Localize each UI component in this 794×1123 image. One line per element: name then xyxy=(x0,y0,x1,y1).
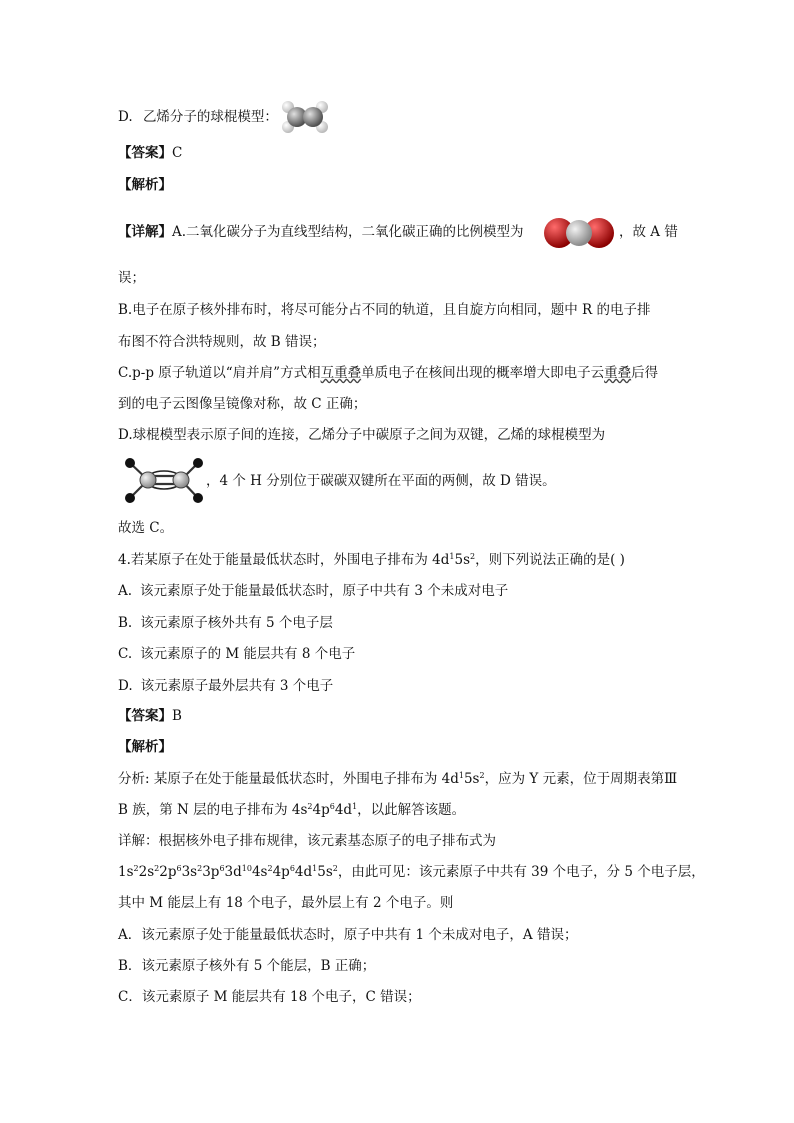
q4-stem-a: 4.若某原子在处于能量最低状态时，外围电子排布为 4d xyxy=(118,552,450,568)
q3-option-d-label: D. xyxy=(118,109,133,125)
q3-detail-b-line1: B.电子在原子核外排布时，将尽可能分占不同的轨道，且自旋方向相同，题中 R 的电子排 xyxy=(118,302,651,318)
analysis-line2-sup3: 1 xyxy=(352,802,358,811)
analysis-line2-sup1: 2 xyxy=(307,802,313,811)
q3-detail-d-line2: ，4 个 H 分别位于碳碳双键所在平面的两侧，故 D 错误。 xyxy=(206,473,556,489)
detail-c-wavy-2: 重叠 xyxy=(604,365,632,381)
option-label: B. xyxy=(118,615,133,631)
analysis-line2-sup2: 6 xyxy=(329,802,335,811)
analysis-line2-b: 4p xyxy=(312,802,330,818)
analysis-line1-b: 5s xyxy=(463,771,480,787)
config-electron-count: 6 xyxy=(219,864,225,873)
analysis-line1-sup2: 2 xyxy=(479,771,485,780)
option-text: 该元素原子核外共有 5 个电子层 xyxy=(140,615,333,631)
q4-stem-sup2: 2 xyxy=(470,552,476,561)
answer-value: C xyxy=(172,145,183,161)
q4-analysis-heading: 【解析】 xyxy=(118,739,172,755)
electron-configuration xyxy=(118,864,338,880)
q3-detail-c-line2: 到的电子云图像呈镜像对称，故 C 正确； xyxy=(118,396,367,412)
co2-space-filling-model-icon xyxy=(543,215,615,251)
detail-c-suffix: 后得 xyxy=(631,365,659,381)
q3-option-d xyxy=(118,107,278,127)
q4-detail-a: A．该元素原子处于能量最低状态时，原子中共有 1 个未成对电子，A 错误； xyxy=(118,927,578,943)
answer-label: 【答案】 xyxy=(118,145,172,161)
analysis-line1-c: ，应为 Y 元素，位于周期表第Ⅲ xyxy=(484,771,678,787)
q4-analysis-line1 xyxy=(118,769,677,789)
detail-label: 【详解】 xyxy=(118,224,172,240)
config-electron-count: 2 xyxy=(332,864,338,873)
option-label: C. xyxy=(118,646,133,662)
config-electron-count: 1 xyxy=(312,864,318,873)
q4-detail-line1: 详解：根据核外电子排布规律，该元素基态原子的电子排布式为 xyxy=(118,833,496,849)
option-label: A. xyxy=(118,583,133,599)
detail-c-wavy-1: 互重叠 xyxy=(320,365,362,381)
config-electron-count: 6 xyxy=(176,864,182,873)
q4-option-d xyxy=(118,676,333,696)
q3-detail-d-line1: D.球棍模型表示原子间的连接，乙烯分子中碳原子之间为双键，乙烯的球棍模型为 xyxy=(118,427,606,443)
config-orbital: 3d xyxy=(224,864,242,880)
config-tail: ，由此可见：该元素原子中共有 39 个电子，分 5 个电子层， xyxy=(337,864,705,880)
analysis-line2-d: ，以此解答该题。 xyxy=(357,802,466,818)
analysis-line1-a: 分析: 某原子在处于能量最低状态时，外围电子排布为 4d xyxy=(118,771,459,787)
config-orbital: 3p xyxy=(202,864,220,880)
q3-conclusion: 故选 C。 xyxy=(118,520,174,536)
config-electron-count: 6 xyxy=(289,864,295,873)
analysis-line2-c: 4d xyxy=(334,802,353,818)
q4-stem-b: 5s xyxy=(454,552,471,568)
q4-answer xyxy=(118,706,182,726)
q3-analysis-heading: 【解析】 xyxy=(118,177,172,193)
q4-option-c xyxy=(118,644,355,664)
config-electron-count: 2 xyxy=(197,864,203,873)
q4-stem-sup1: 1 xyxy=(449,552,455,561)
config-electron-count: 2 xyxy=(267,864,273,873)
detail-c-prefix: C.p-p 原子轨道以“肩并肩”方式相 xyxy=(118,365,321,381)
q4-detail-b: B．该元素原子核外有 5 个能层，B 正确； xyxy=(118,958,376,974)
analysis-line1-sup1: 1 xyxy=(458,771,464,780)
q3-detail-c-line1 xyxy=(118,363,658,383)
q4-option-a xyxy=(118,581,508,601)
q4-stem-c: ，则下列说法正确的是( ) xyxy=(475,552,625,568)
detail-a-text: A.二氧化碳分子为直线型结构，二氧化碳正确的比例模型为 xyxy=(172,224,524,240)
config-orbital: 4d xyxy=(294,864,313,880)
answer-value: B xyxy=(172,708,182,724)
config-electron-count: 2 xyxy=(133,864,139,873)
option-text: 该元素原子的 M 能层共有 8 个电子 xyxy=(140,646,356,662)
q3-option-d-text: 乙烯分子的球棍模型： xyxy=(142,109,278,125)
answer-label: 【答案】 xyxy=(118,708,172,724)
option-text: 该元素原子最外层共有 3 个电子 xyxy=(140,678,334,694)
q4-option-b xyxy=(118,613,333,633)
detail-c-mid: 单质电子在核间出现的概率增大即电子云 xyxy=(361,365,605,381)
q4-detail-c: C．该元素原子 M 能层共有 18 个电子，C 错误； xyxy=(118,989,421,1005)
q3-detail-b-line2: 布图不符合洪特规则，故 B 错误； xyxy=(118,334,326,350)
config-orbital: 5s xyxy=(317,864,333,880)
ethylene-ball-stick-model-icon xyxy=(118,455,208,505)
ethylene-space-filling-model-icon xyxy=(280,99,330,135)
q3-detail-a-tail: ，故 A 错 xyxy=(619,224,678,240)
q3-detail-a-line2: 误； xyxy=(118,270,145,286)
option-label: D. xyxy=(118,678,133,694)
config-electron-count: 2 xyxy=(154,864,160,873)
config-orbital: 2s xyxy=(138,864,155,880)
analysis-line2-a: B 族，第 N 层的电子排布为 4s xyxy=(118,802,308,818)
config-orbital: 3s xyxy=(181,864,198,880)
q4-detail-config-line xyxy=(118,862,705,882)
q4-stem xyxy=(118,550,625,570)
q4-detail-line3: 其中 M 能层上有 18 个电子，最外层上有 2 个电子。则 xyxy=(118,895,454,911)
q3-answer xyxy=(118,143,182,163)
q3-detail-a-line1 xyxy=(118,222,524,242)
q4-analysis-line2 xyxy=(118,800,465,820)
option-text: 该元素原子处于能量最低状态时，原子中共有 3 个未成对电子 xyxy=(140,583,509,599)
config-orbital: 4p xyxy=(272,864,290,880)
config-orbital: 1s xyxy=(118,864,134,880)
config-orbital: 4s xyxy=(251,864,268,880)
config-orbital: 2p xyxy=(159,864,177,880)
config-electron-count: 10 xyxy=(241,864,252,873)
